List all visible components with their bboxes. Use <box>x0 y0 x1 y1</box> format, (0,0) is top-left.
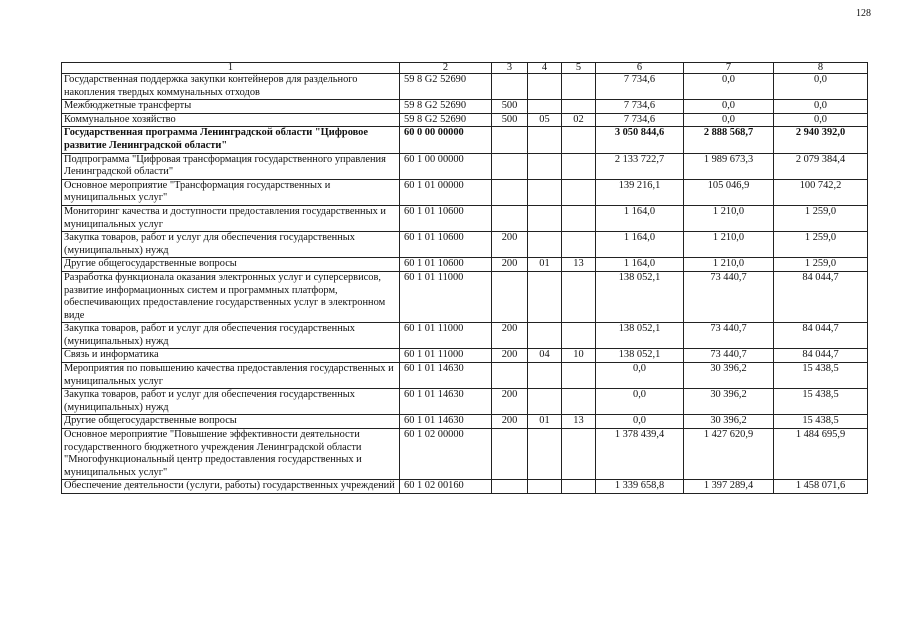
amount-year3-cell: 84 044,7 <box>774 271 868 322</box>
table-row <box>62 258 868 272</box>
row-name-cell: Закупка товаров, работ и услуг для обеспечения государственных (муниципальных) нужд <box>62 232 400 258</box>
subsection-cell <box>562 205 596 231</box>
amount-year3-cell: 1 484 695,9 <box>774 429 868 480</box>
row-name-cell: Мероприятия по повышению качества предоставления государственных и муниципальных услуг <box>62 363 400 389</box>
column-header: 7 <box>684 63 774 74</box>
amount-year2-cell: 30 396,2 <box>684 389 774 415</box>
amount-year1-cell: 138 052,1 <box>596 271 684 322</box>
amount-year1-cell: 7 734,6 <box>596 113 684 127</box>
column-header: 8 <box>774 63 868 74</box>
amount-year2-cell: 1 427 620,9 <box>684 429 774 480</box>
amount-year2-cell: 1 210,0 <box>684 205 774 231</box>
table-row <box>62 205 868 231</box>
amount-year3-cell: 1 259,0 <box>774 232 868 258</box>
row-name-cell: Обеспечение деятельности (услуги, работы) государственных учреждений <box>62 480 400 494</box>
table-row <box>62 271 868 322</box>
target-code-cell: 60 1 01 00000 <box>400 179 492 205</box>
section-cell <box>528 74 562 100</box>
section-cell: 01 <box>528 258 562 272</box>
table-header-row <box>62 63 868 74</box>
target-code-cell: 60 1 01 14630 <box>400 389 492 415</box>
table-row <box>62 363 868 389</box>
table-row <box>62 100 868 114</box>
table-row <box>62 349 868 363</box>
amount-year3-cell: 1 458 071,6 <box>774 480 868 494</box>
target-code-cell: 59 8 G2 52690 <box>400 74 492 100</box>
amount-year2-cell: 1 989 673,3 <box>684 153 774 179</box>
amount-year3-cell: 2 940 392,0 <box>774 127 868 153</box>
target-code-cell: 60 1 01 14630 <box>400 415 492 429</box>
section-cell <box>528 127 562 153</box>
amount-year2-cell: 30 396,2 <box>684 363 774 389</box>
section-cell: 04 <box>528 349 562 363</box>
amount-year3-cell: 1 259,0 <box>774 205 868 231</box>
amount-year2-cell: 0,0 <box>684 113 774 127</box>
expense-type-cell: 200 <box>492 232 528 258</box>
amount-year2-cell: 105 046,9 <box>684 179 774 205</box>
target-code-cell: 60 1 01 11000 <box>400 349 492 363</box>
subsection-cell <box>562 127 596 153</box>
expense-type-cell <box>492 480 528 494</box>
amount-year1-cell: 1 164,0 <box>596 258 684 272</box>
target-code-cell: 60 1 01 10600 <box>400 258 492 272</box>
amount-year1-cell: 138 052,1 <box>596 323 684 349</box>
amount-year3-cell: 0,0 <box>774 74 868 100</box>
expense-type-cell <box>492 429 528 480</box>
section-cell <box>528 480 562 494</box>
target-code-cell: 60 1 02 00000 <box>400 429 492 480</box>
amount-year1-cell: 2 133 722,7 <box>596 153 684 179</box>
column-header: 1 <box>62 63 400 74</box>
row-name-cell: Коммунальное хозяйство <box>62 113 400 127</box>
expense-type-cell <box>492 74 528 100</box>
amount-year1-cell: 3 050 844,6 <box>596 127 684 153</box>
amount-year1-cell: 139 216,1 <box>596 179 684 205</box>
amount-year1-cell: 0,0 <box>596 389 684 415</box>
subsection-cell: 02 <box>562 113 596 127</box>
expense-type-cell: 500 <box>492 113 528 127</box>
amount-year3-cell: 100 742,2 <box>774 179 868 205</box>
subsection-cell <box>562 323 596 349</box>
section-cell <box>528 363 562 389</box>
table-row <box>62 323 868 349</box>
target-code-cell: 60 1 00 00000 <box>400 153 492 179</box>
section-cell <box>528 153 562 179</box>
table-row <box>62 415 868 429</box>
amount-year3-cell: 84 044,7 <box>774 323 868 349</box>
budget-table <box>61 62 868 494</box>
row-name-cell: Мониторинг качества и доступности предоставления государственных и муниципальных услуг <box>62 205 400 231</box>
subsection-cell <box>562 232 596 258</box>
amount-year3-cell: 15 438,5 <box>774 415 868 429</box>
section-cell <box>528 271 562 322</box>
target-code-cell: 60 1 01 14630 <box>400 363 492 389</box>
subsection-cell <box>562 100 596 114</box>
expense-type-cell <box>492 205 528 231</box>
expense-type-cell <box>492 363 528 389</box>
target-code-cell: 60 1 01 10600 <box>400 205 492 231</box>
amount-year3-cell: 0,0 <box>774 100 868 114</box>
table-row <box>62 127 868 153</box>
expense-type-cell: 200 <box>492 349 528 363</box>
section-cell <box>528 232 562 258</box>
amount-year2-cell: 0,0 <box>684 100 774 114</box>
subsection-cell <box>562 74 596 100</box>
column-header: 3 <box>492 63 528 74</box>
amount-year2-cell: 30 396,2 <box>684 415 774 429</box>
subsection-cell <box>562 179 596 205</box>
subsection-cell <box>562 363 596 389</box>
column-header: 2 <box>400 63 492 74</box>
subsection-cell <box>562 429 596 480</box>
expense-type-cell: 200 <box>492 323 528 349</box>
target-code-cell: 59 8 G2 52690 <box>400 100 492 114</box>
section-cell: 01 <box>528 415 562 429</box>
subsection-cell <box>562 480 596 494</box>
target-code-cell: 60 1 01 10600 <box>400 232 492 258</box>
subsection-cell: 13 <box>562 415 596 429</box>
subsection-cell <box>562 153 596 179</box>
section-cell <box>528 205 562 231</box>
row-name-cell: Государственная поддержка закупки контейнеров для раздельного накопления твердых коммунальных отходов <box>62 74 400 100</box>
subsection-cell: 10 <box>562 349 596 363</box>
expense-type-cell: 500 <box>492 100 528 114</box>
amount-year3-cell: 0,0 <box>774 113 868 127</box>
table-row <box>62 113 868 127</box>
expense-type-cell <box>492 153 528 179</box>
target-code-cell: 60 1 01 11000 <box>400 323 492 349</box>
amount-year1-cell: 7 734,6 <box>596 74 684 100</box>
row-name-cell: Подпрограмма "Цифровая трансформация государственного управления Ленинградской области" <box>62 153 400 179</box>
row-name-cell: Основное мероприятие "Трансформация государственных и муниципальных услуг" <box>62 179 400 205</box>
amount-year2-cell: 73 440,7 <box>684 349 774 363</box>
subsection-cell <box>562 271 596 322</box>
page-number: 128 <box>856 8 871 19</box>
table-row <box>62 74 868 100</box>
amount-year2-cell: 2 888 568,7 <box>684 127 774 153</box>
row-name-cell: Связь и информатика <box>62 349 400 363</box>
row-name-cell: Государственная программа Ленинградской области "Цифровое развитие Ленинградской области" <box>62 127 400 153</box>
section-cell <box>528 100 562 114</box>
column-header: 6 <box>596 63 684 74</box>
table-row <box>62 232 868 258</box>
table-row <box>62 153 868 179</box>
amount-year3-cell: 15 438,5 <box>774 363 868 389</box>
section-cell: 05 <box>528 113 562 127</box>
row-name-cell: Закупка товаров, работ и услуг для обеспечения государственных (муниципальных) нужд <box>62 323 400 349</box>
expense-type-cell: 200 <box>492 258 528 272</box>
target-code-cell: 59 8 G2 52690 <box>400 113 492 127</box>
amount-year1-cell: 0,0 <box>596 415 684 429</box>
section-cell <box>528 323 562 349</box>
amount-year2-cell: 73 440,7 <box>684 323 774 349</box>
amount-year3-cell: 2 079 384,4 <box>774 153 868 179</box>
row-name-cell: Закупка товаров, работ и услуг для обеспечения государственных (муниципальных) нужд <box>62 389 400 415</box>
table-row <box>62 389 868 415</box>
amount-year1-cell: 1 164,0 <box>596 232 684 258</box>
amount-year1-cell: 1 164,0 <box>596 205 684 231</box>
row-name-cell: Другие общегосударственные вопросы <box>62 258 400 272</box>
section-cell <box>528 429 562 480</box>
amount-year1-cell: 0,0 <box>596 363 684 389</box>
row-name-cell: Основное мероприятие "Повышение эффективности деятельности государственного бюджетного учреждения Ленинградской области "Многофункциональный центр предоставления государственных и муниципальных услуг" <box>62 429 400 480</box>
table-row <box>62 429 868 480</box>
amount-year2-cell: 1 210,0 <box>684 258 774 272</box>
row-name-cell: Разработка функционала оказания электронных услуг и суперсервисов, развитие информационных систем и программных платформ, обеспечивающих предоставление государственных услуг в электронном виде <box>62 271 400 322</box>
subsection-cell <box>562 389 596 415</box>
amount-year3-cell: 15 438,5 <box>774 389 868 415</box>
expense-type-cell <box>492 179 528 205</box>
amount-year2-cell: 73 440,7 <box>684 271 774 322</box>
amount-year1-cell: 1 378 439,4 <box>596 429 684 480</box>
table-row <box>62 480 868 494</box>
column-header: 5 <box>562 63 596 74</box>
amount-year3-cell: 84 044,7 <box>774 349 868 363</box>
amount-year3-cell: 1 259,0 <box>774 258 868 272</box>
amount-year1-cell: 1 339 658,8 <box>596 480 684 494</box>
expense-type-cell <box>492 271 528 322</box>
row-name-cell: Другие общегосударственные вопросы <box>62 415 400 429</box>
column-header: 4 <box>528 63 562 74</box>
amount-year1-cell: 7 734,6 <box>596 100 684 114</box>
target-code-cell: 60 1 02 00160 <box>400 480 492 494</box>
amount-year2-cell: 1 397 289,4 <box>684 480 774 494</box>
target-code-cell: 60 0 00 00000 <box>400 127 492 153</box>
row-name-cell: Межбюджетные трансферты <box>62 100 400 114</box>
amount-year1-cell: 138 052,1 <box>596 349 684 363</box>
expense-type-cell <box>492 127 528 153</box>
subsection-cell: 13 <box>562 258 596 272</box>
target-code-cell: 60 1 01 11000 <box>400 271 492 322</box>
expense-type-cell: 200 <box>492 415 528 429</box>
amount-year2-cell: 1 210,0 <box>684 232 774 258</box>
amount-year2-cell: 0,0 <box>684 74 774 100</box>
section-cell <box>528 389 562 415</box>
expense-type-cell: 200 <box>492 389 528 415</box>
section-cell <box>528 179 562 205</box>
table-row <box>62 179 868 205</box>
